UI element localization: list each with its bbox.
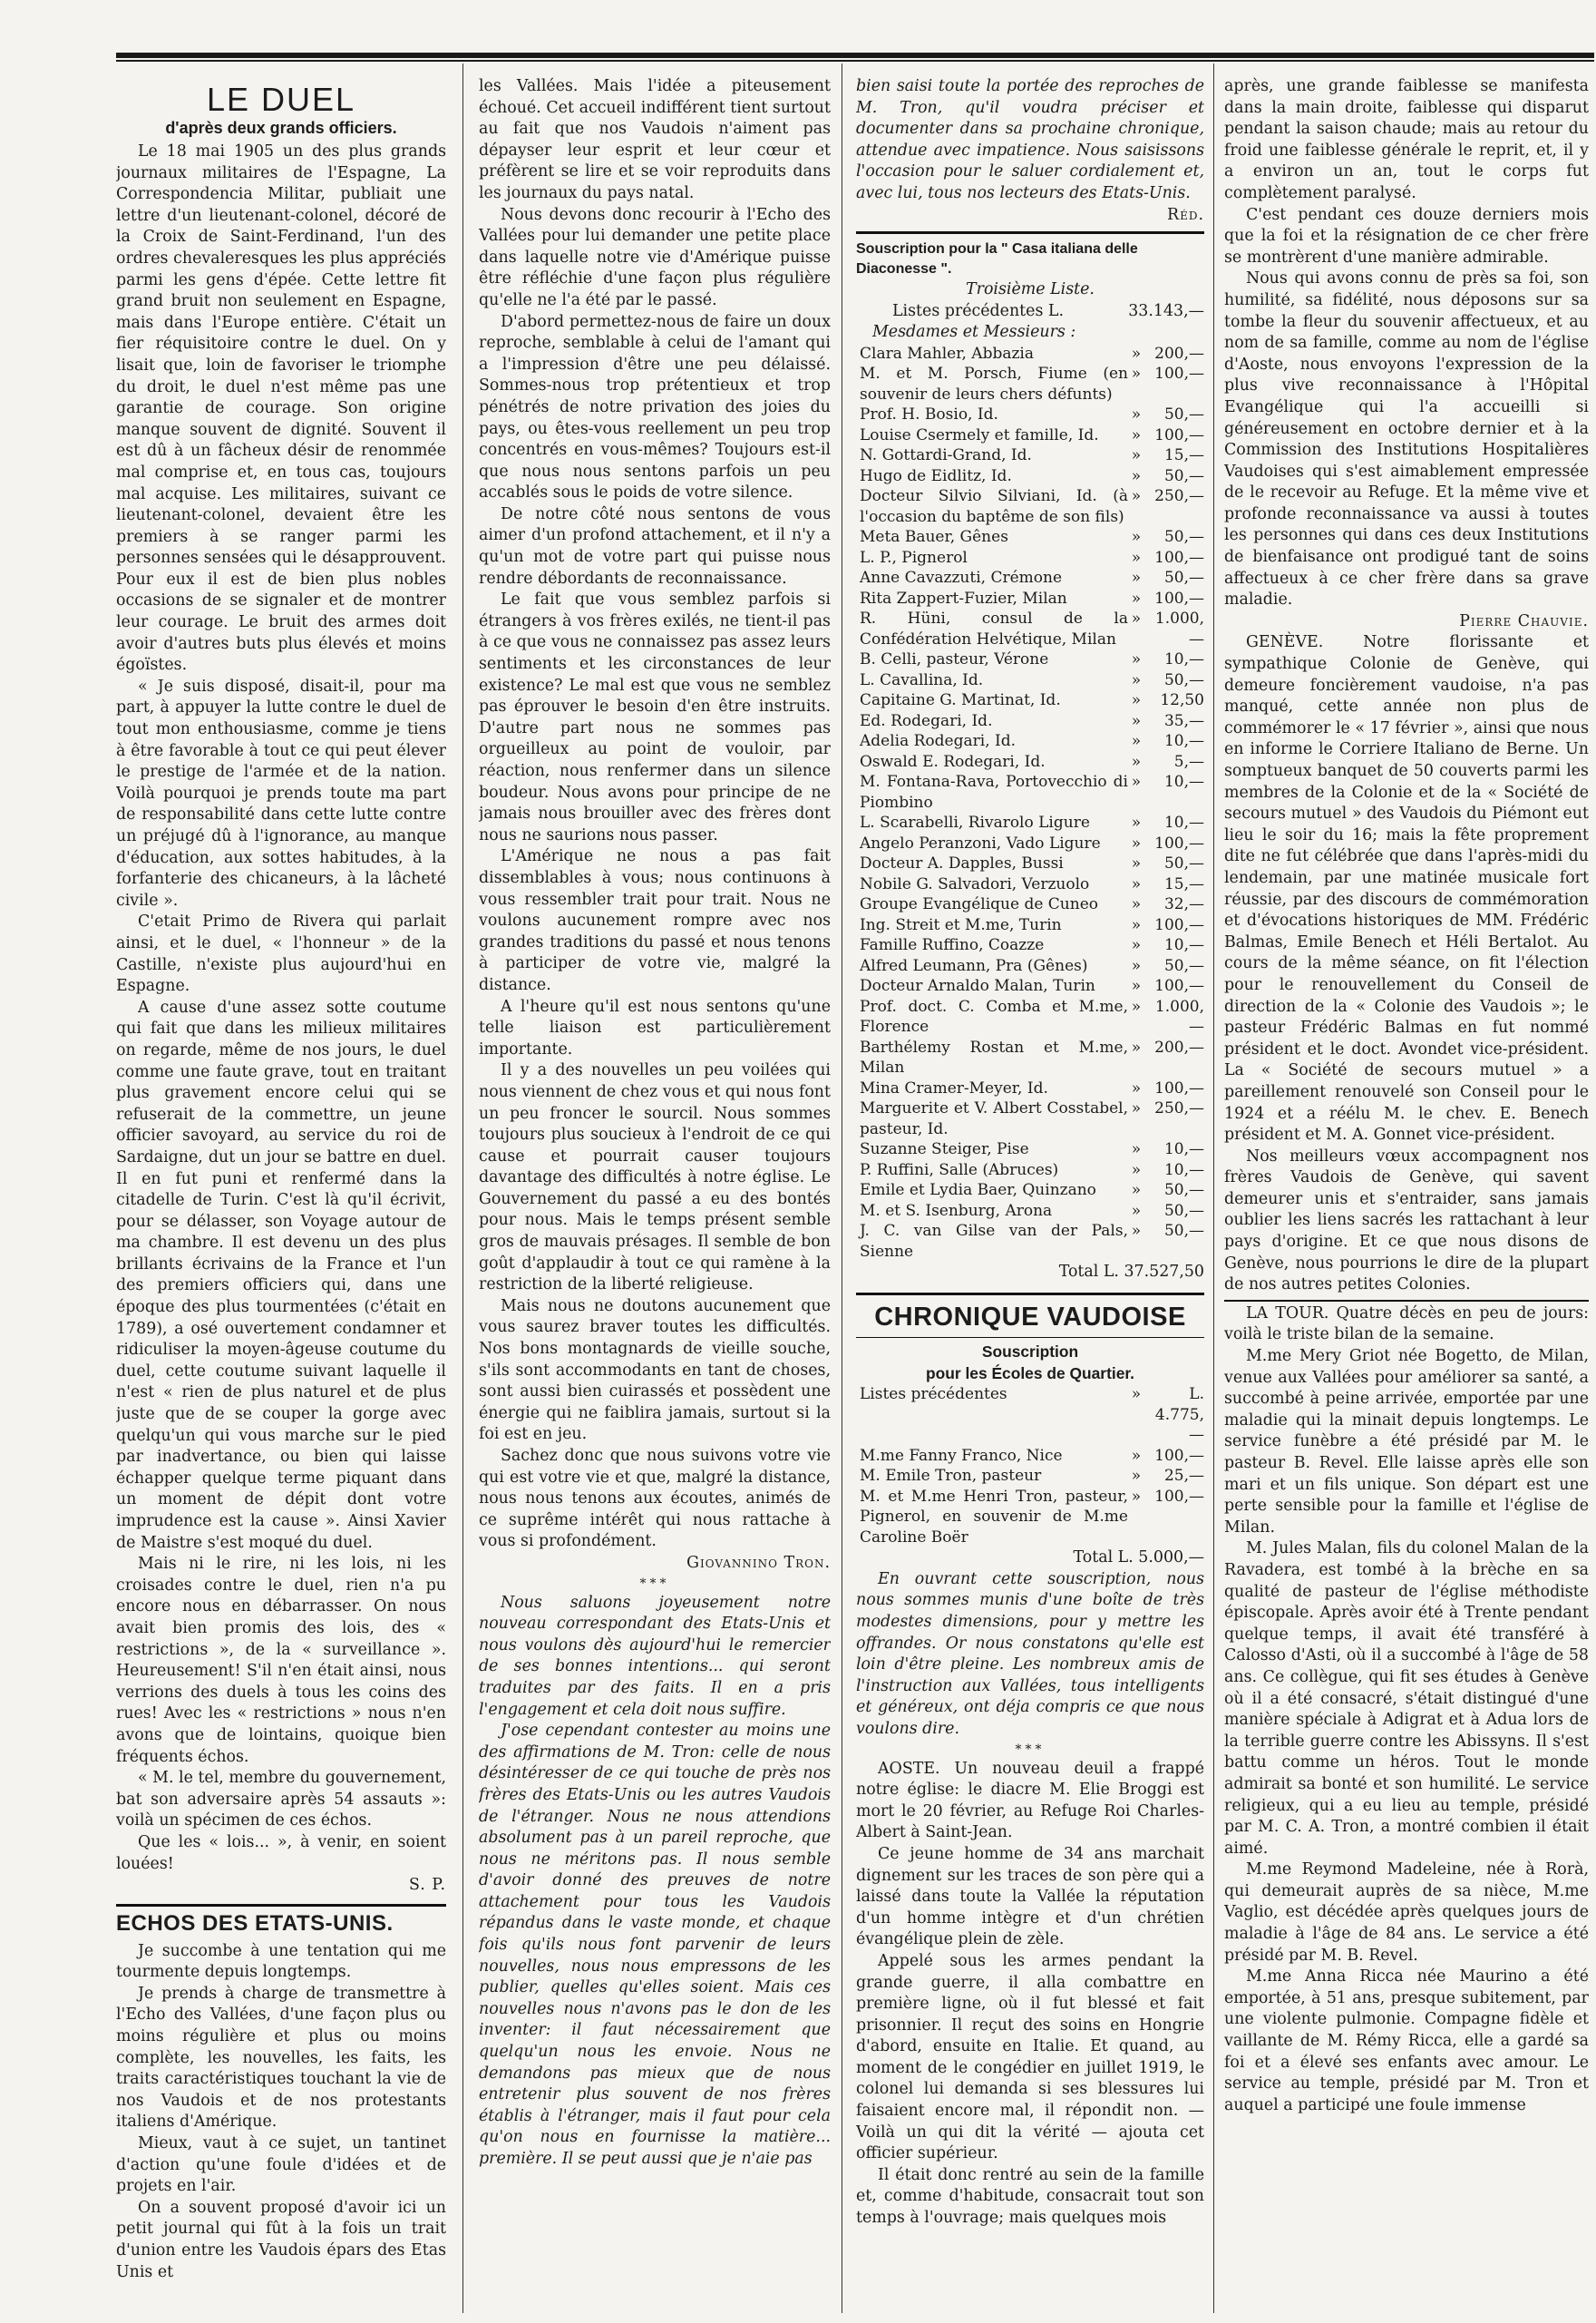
article-title-duel: LE DUEL [206,81,356,118]
donor-name: P. Ruffini, Salle (Abruces) [860,1160,1059,1179]
donor-name: Barthélemy Rostan et M.me, Milan [860,1038,1128,1078]
subscription-row [856,854,1204,874]
donation-amount: 10,— [1163,773,1204,792]
donor-name: B. Celli, pasteur, Vérone [860,650,1049,669]
paragraph: M.me Reymond Madeleine, née à Rorà, qui demeurait auprès de sa nièce, M.me Vaglio, est décédée après quelques jours de maladie à l'âge de 84 ans. Le service a été présidé par M. B. Revel. [1224,1860,1589,1965]
paragraph: Je prends à charge de transmettre à l'Echo des Vallées, d'une façon plus ou moins régulière et plus ou moins complète, les nouvelles, les faits, les traits caractéristiques touchant la vie de nos Vaudois et de nos protestants italiens d'Amérique. [116,1984,446,2132]
ditto-mark: » [1131,1079,1142,1098]
donor-name: Prof. H. Bosio, Id. [860,405,998,425]
top-rule-thin [116,60,1594,62]
donor-name: M. et M. Porsch, Fiume (en souvenir de leurs chers défunts) [860,365,1128,404]
subscription2-title: Souscription [981,1342,1079,1362]
ditto-mark: » [1131,854,1142,874]
donation-amount: 50,— [1163,1201,1204,1220]
donor-name: M. et M.me Henri Tron, pasteur, Pignerol, en souvenir de M.me Caroline Boër [860,1487,1128,1547]
paragraph: Il était donc rentré au sein de la famille et, comme d'habitude, consacrait tout son temps à l'ouvrage; mais quelques mois [856,2165,1204,2228]
subscription-title: Souscription pour la " Casa italiana delle Diaconesse ". [856,231,1204,279]
subscribers-heading: Mesdames et Messieurs : [872,323,1076,342]
section-title-chronique: CHRONIQUE VAUDOISE [856,1293,1204,1338]
subscription-row [856,1384,1204,1446]
subscription-row [856,772,1204,813]
paragraph: Mais ni le rire, ni les lois, ni les croisades contre le duel, rien n'a pu encore nous en débarrasser. On nous avait bien promis des lois, des « restrictions », de la « surveillance ». Heureusement! S'il n'en était ainsi, nous verrions des duels à tous les coins des rues! Avec les « restrictions » nous n'en avons que de lointains, quoique bien fréquents échos. [116,1555,446,1766]
donor-name: Prof. doct. C. Comba et M.me, Florence [860,997,1128,1037]
donation-amount: 15,— [1163,874,1204,893]
ditto-mark: » [1131,1038,1142,1057]
donation-amount: 200,— [1154,344,1204,363]
ditto-mark: » [1131,1140,1142,1159]
previous-lists-amount: 33.143,— [1128,301,1204,320]
donor-name: L. Cavallina, Id. [860,670,984,689]
donation-amount: 200,— [1154,1038,1204,1057]
paragraph: D'abord permettez-nous de faire un doux reproche, semblable à celui de l'amant qui a l'impression d'être une peu délaissé. Sommes-nous trop prétentieux et trop pénétrés de notre privation des joies du pays, ou êtes-vous reellement un peu trop concentrés en vous-mêmes? Toujours est-il que nous nous sentons parfois un peu accablés sous le poids de votre silence. [479,312,831,503]
ditto-mark: » [1131,344,1142,363]
donation-amount: 25,— [1163,1467,1204,1486]
donor-name: Suzanne Steiger, Pise [860,1140,1029,1159]
donor-name: Clara Mahler, Abbazia [860,344,1035,363]
donation-amount: 50,— [1163,466,1204,485]
paragraph: après, une grande faiblesse se manifesta dans la main droite, faiblesse qui disparut pendant la saison chaude; mais au retour du froid une faiblesse générale le reprit, et, il y a environ un an, tout le corps fut complètement paralysé. [1224,77,1589,202]
ditto-mark: » [1131,1446,1142,1465]
ditto-mark: » [1131,589,1142,608]
ditto-mark: » [1131,365,1142,384]
ditto-mark: » [1131,1385,1142,1404]
subscription-row [856,1446,1204,1467]
donation-amount: 100,— [1154,915,1204,934]
previous-lists-label: Listes précédentes L. [892,301,1064,320]
donor-name: M. Emile Tron, pasteur [860,1467,1042,1486]
donation-amount: 100,— [1154,1487,1204,1506]
donation-amount: 100,— [1154,1079,1204,1098]
donation-amount: 12,50 [1160,691,1204,710]
top-rule [116,53,1594,58]
subscription-row [856,405,1204,425]
donor-name: Ed. Rodegari, Id. [860,711,993,730]
subscription-row [856,486,1204,527]
subscription2-total: Total L. 5.000,— [1073,1548,1204,1567]
donor-name: M. Fontana-Rava, Portovecchio di Piombino [860,773,1128,812]
author-signature: Réd. [1166,205,1204,224]
ditto-mark: » [1131,915,1142,934]
donation-amount: 35,— [1163,711,1204,730]
subscription-row [856,1098,1204,1139]
subscription-row [856,1038,1204,1079]
ditto-mark: » [1131,1181,1142,1200]
donor-name: Docteur Arnaldo Malan, Turin [860,977,1095,996]
subscription-row [856,976,1204,997]
previous-lists-line [856,301,1204,323]
subscription-row [856,752,1204,773]
subscription-row [856,527,1204,548]
donation-amount: 10,— [1163,814,1204,833]
donor-name: Rita Zappert-Fuzier, Milan [860,589,1067,608]
donation-amount: 10,— [1163,1160,1204,1179]
donor-name: Oswald E. Rodegari, Id. [860,752,1046,771]
paragraph: J'ose cependant contester au moins une des affirmations de M. Tron: celle de nous désintéresser de ce qui touche de près nos frères des Etats-Unis ou les autres Vaudois de l'étranger. Nous ne nous attendions absolument pas à un pareil reproche, que nous ne méritons pas. Il nous semble d'avoir donné des preuves de notre attachement pour tous les Vaudois répandus dans le vaste monde, et chaque fois qu'ils nous font parvenir de leurs nouvelles, nous nous empressons de les publier, quelles qu'elles soient. Mais ces nouvelles nous n'avons pas le don de les inventer: il faut nécessairement que quelqu'un nous les envoie. Nous ne demandons pas mieux que de nous entretenir plus souvent de nos frères établis à l'étranger, mais il faut pour cela qu'on nous en fournisse la matière... première. Il se peut aussi que je n'aie pas [479,1722,831,2168]
paragraph: Mais nous ne doutons aucunement que vous saurez braver toutes les difficultés. Nos bons montagnards de vieille souche, s'ils sont accommodants en tant de choses, sont aussi bien cuirassés et possèdent une énergie qui ne faiblira jamais, surtout si la foi est en jeu. [479,1296,831,1444]
subscription-row [856,894,1204,915]
paragraph: Le 18 mai 1905 un des plus grands journaux militaires de l'Espagne, La Correspondencia Militar, publiait une lettre d'un lieutenant-colonel, décoré de la Croix de Saint-Ferdinand, l'un des ordres chevaleresques les plus appréciés parmi les gens d'épée. Cette lettre fit grand bruit non seulement en Espagne, mais dans l'Europe entière. C'était un fier réquisitoire contre le duel. On y lisait que, loin de favoriser le triomphe du droit, le duel n'est même pas une garantie de courage. Son origine manque souvent de dignité. Souvent il est dû à un fâcheux désir de renommée mal comprise et, en tous cas, toujours mal acquise. Les militaires, suivant ce lieutenant-colonel, devaient être les premiers à se ranger parmi les personnes sensées qui le désapprouvent. Pour eux il est de bien plus nobles occasions de se signaler et de montrer leur courage. Le bruit des armes doit avoir d'autres buts plus élevés et moins égoïstes. [116,142,446,675]
donation-amount: 100,— [1154,589,1204,608]
subscription-row [856,813,1204,834]
paragraph: M. Jules Malan, fils du colonel Malan de la Ravadera, est tombé à la brèche en sa qualité de pasteur de l'église méthodiste épiscopale. Après avoir été à Trente pendant quelque temps, il avait été transféré à Calosso d'Asti, où il a succombé à l'âge de 58 ans. Ce collègue, qui fit ses études à Genève où il a été consacré, s'était distingué d'une manière spéciale à Adigrat et à Adua lors de la terrible guerre contre les Abissyns. Il s'est battu comme un héros. Tout le monde admirait sa bonté et son humilité. Le service religieux, qui a eu lieu au temple, présidé par M. C. A. Tron, a montré combien il était aimé. [1224,1539,1589,1858]
subscription-row [856,711,1204,732]
donation-amount: L. 4.775,— [1154,1385,1204,1445]
ditto-mark: » [1131,834,1142,853]
subscription-row [856,548,1204,569]
ditto-mark: » [1131,814,1142,833]
donation-amount: 1.000,— [1154,610,1204,649]
subscription-table [856,344,1204,1263]
subscription-subtitle: Troisième Liste. [966,280,1095,299]
donation-amount: 250,— [1154,487,1204,506]
donation-amount: 50,— [1163,670,1204,689]
donation-amount: 10,— [1163,936,1204,955]
subscription-row [856,466,1204,487]
ditto-mark: » [1131,425,1142,444]
ditto-mark: » [1131,732,1142,751]
subscription-row [856,1487,1204,1548]
donation-amount: 50,— [1163,569,1204,588]
donation-amount: 100,— [1154,1446,1204,1465]
subscription-row [856,568,1204,589]
paragraph: L'Amérique ne nous a pas fait dissemblables à vous; nous continuons à vous ressembler trait pour trait. Nous ne voulons aucunement rompre avec nos grandes traditions du passé et nous tenons à participer de votre vie, malgré la distance. [479,847,831,994]
separator-stars: *** [1015,1742,1046,1757]
ditto-mark: » [1131,711,1142,730]
subscription-row [856,874,1204,895]
donor-name: M. et S. Isenburg, Arona [860,1201,1053,1220]
donation-amount: 100,— [1154,834,1204,853]
donation-amount: 10,— [1163,1140,1204,1159]
ditto-mark: » [1131,1487,1142,1506]
subscription-row [856,1221,1204,1262]
column-3 [856,76,1204,2308]
donation-amount: 50,— [1163,405,1204,425]
subscription-total: Total L. 37.527,50 [1058,1263,1204,1282]
donor-name: Docteur Silvio Silviani, Id. (à l'occasion du baptême de son fils) [860,487,1128,526]
ditto-mark: » [1131,997,1142,1016]
donation-amount: 100,— [1154,977,1204,996]
ditto-mark: » [1131,773,1142,792]
donor-name: Emile et Lydia Baer, Quinzano [860,1181,1096,1200]
ditto-mark: » [1131,956,1142,975]
paragraph: Nous qui avons connu de près sa foi, son humilité, sa fidélité, nous déposons sur sa tombe la fleur du souvenir affectueux, et au nom de sa famille, comme au nom de l'église d'Aoste, nous envoyons l'expression de la plus vive reconnaissance à l'Hôpital Evangélique qui l'a accueilli si généreusement en octobre dernier et à la Commission des Institutions Hospitalières Vaudoises qui s'est aimablement empressée de le recevoir au Refuge. Et la même vive et profonde reconnaissance va aussi à toutes les personnes qui dans ces deux Institutions de bienfaisance ont prodigué tant de soins affectueux à ce cher frère dans sa grave maladie. [1224,269,1589,610]
donor-name: Adelia Rodegari, Id. [860,732,1017,751]
paragraph: C'est pendant ces douze derniers mois que la foi et la résignation de ce cher frère se montrèrent d'une manière admirable. [1224,205,1589,267]
subscription-row [856,1079,1204,1099]
donation-amount: 32,— [1163,895,1204,914]
signature-line [116,1832,446,1875]
donor-name: Anne Cavazzuti, Crémone [860,569,1063,588]
donation-amount: 50,— [1163,1222,1204,1241]
article-title-echos: ECHOS DES ETATS-UNIS. [116,1904,446,1937]
subscription-row [856,1201,1204,1222]
author-signature: Pierre Chauvie. [1459,611,1589,630]
paragraph: On a souvent proposé d'avoir ici un petit journal qui fût à la fois un trait d'union entre les Vaudois épars des Etas Unis et [116,2198,446,2281]
donor-name: Capitaine G. Martinat, Id. [860,691,1061,710]
donor-name: Docteur A. Dapples, Bussi [860,854,1064,874]
subscription2-table [856,1384,1204,1547]
paragraph: Je succombe à une tentation qui me tourmente depuis longtemps. [116,1941,446,1982]
paragraph: Que les « lois... », à venir, en soient louées! [116,1832,446,1873]
subscription-row [856,834,1204,854]
donation-amount: 1.000,— [1154,997,1204,1037]
paragraph: les Vallées. Mais l'idée a piteusement échoué. Cet accueil indifférent tient surtout au fait que nos Vaudois n'aiment pas dépayser leur esprit et leur cœur et préfèrent se lire et se voir reproduits dans les journaux du pays natal. [479,77,831,202]
subscription-row [856,690,1204,711]
paragraph: « Je suis disposé, disait-il, pour ma part, à appuyer la lutte contre le duel de tout mon enthousiasme, comme je tiens à être favorable à tout ce qui peut élever le prestige de l'armée et de la nation. Voilà pourquoi je prends toute ma part de responsabilité dans cette lutte contre un préjugé dû à l'ignorance, au manque d'éducation, aux sottes habitudes, à la forfanterie des chicaneurs, à la lâcheté civile ». [116,677,446,910]
paragraph: En ouvrant cette souscription, nous nous sommes munis d'une boîte de très modestes dimensions, pour y mettre les offrandes. Or nous constatons qu'elle est loin d'être pleine. Les nombreux amis de l'instruction aux Vallées, tous intelligents et généreux, ont déja compris ce que nous voulons dire. [856,1569,1204,1738]
donor-name: Listes précédentes [860,1385,1007,1404]
paragraph: bien saisi toute la portée des reproches de M. Tron, qu'il voudra préciser et documenter dans sa prochaine chronique, attendue avec impatience. Nous saisissons l'occasion pour le saluer cordialement et, avec lui, tous nos lecteurs des Etats-Unis. [856,77,1204,202]
article-subtitle-duel: d'après deux grands officiers. [165,119,397,137]
subscription-row [856,649,1204,670]
subscription-row [856,589,1204,610]
ditto-mark: » [1131,895,1142,914]
donation-amount: 5,— [1173,752,1204,771]
donation-amount: 10,— [1163,732,1204,751]
ditto-mark: » [1131,548,1142,567]
subscription-row [856,1180,1204,1201]
paragraph: Sachez donc que nous suivons votre vie qui est votre vie et que, malgré la distance, nous nous tenons aux écoutes, animés de ce suprême intérêt qui nous rattache à vous si profondément. [479,1447,831,1551]
ditto-mark: » [1131,936,1142,955]
ditto-mark: » [1131,610,1142,629]
subscription-row [856,1160,1204,1181]
column-2 [479,76,831,2308]
ditto-mark: » [1131,752,1142,771]
ditto-mark: » [1131,405,1142,425]
ditto-mark: » [1131,446,1142,465]
ditto-mark: » [1131,1467,1142,1486]
subscription-row [856,956,1204,977]
paragraph: De notre côté nous sentons de vous aimer d'un profond attachement, et il n'y a qu'un mot de votre part qui puisse nous rendre débordants de reconnaissance. [479,504,831,588]
paragraph: Nos meilleurs vœux accompagnent nos frères Vaudois de Genève, qui savent demeurer unis et s'entraider, sans jamais oublier les liens sacrés les rattachant à leur pays d'origine. Et ce que nous disons de Genève, nous pourrions le dire de la plupart de nos autres petites Colonies. [1224,1147,1589,1294]
paragraph: « M. le tel, membre du gouvernement, bat son adversaire après 54 assauts »: voilà un spécimen de ces échos. [116,1769,446,1830]
donor-name: R. Hüni, consul de la Confédération Helvétique, Milan [860,610,1128,649]
donor-name: L. P., Pignerol [860,548,968,567]
paragraph: Nous saluons joyeusement notre nouveau correspondant des Etats-Unis et nous voulons dès aujourd'hui le remercier de ses bonnes intentions... qui seront traduites par des faits. Il en a pris l'engagement et cela doit nous suffire. [479,1593,831,1719]
paragraph: Mieux, vaut à ce sujet, un tantinet d'action qu'une foule d'idées et de projets en l'air. [116,2134,446,2196]
section-divider [1224,1300,1589,1302]
donor-name: Famille Ruffino, Coazze [860,936,1045,955]
subscription-row [856,364,1204,405]
ditto-mark: » [1131,487,1142,506]
donation-amount: 100,— [1154,365,1204,384]
subscription-row [856,1466,1204,1487]
paragraph: Appelé sous les armes pendant la grande guerre, il alla combattre en première ligne, où il fut blessé et fait prisonnier. Il reçut des soins en Hongrie d'abord, ensuite en Italie. Et quand, au moment de le congédier en juillet 1919, le colonel lui demanda si ses blessures lui faisaient encore mal, il répondit non. — Voilà un qui dit la vérité — ajouta cet officier supérieur. [856,1951,1204,2163]
donor-name: Louise Csermely et famille, Id. [860,425,1099,444]
paragraph: Il y a des nouvelles un peu voilées qui nous viennent de chez vous et qui nous font un peu froncer le sourcil. Nous sommes toujours plus soucieux à l'endroit de ce qui cause et pourrait causer toujours davantage des difficultés à notre église. Le Gouvernement du passé a eu des bontés pour nous. Mais le temps présent semble gros de mauvais présages. Il semble de bon goût d'applaudir à tout ce qui ramène à la restriction de la liberté religieuse. [479,1061,831,1294]
subscription-row [856,425,1204,446]
donor-name: Ing. Streit et M.me, Turin [860,915,1062,934]
subscription-row [856,344,1204,365]
paragraph: M.me Mery Griot née Bogetto, de Milan, venue aux Vallées pour améliorer sa santé, a succombé à peine arrivée, emportée par une maladie qui la minait depuis longtemps. Le service funèbre a été présidé par M. le pasteur B. Revel. Elle laisse après elle son mari et un fils unique. Son départ est une perte sensible pour la famille et l'église de Milan. [1224,1347,1589,1537]
subscription-row [856,731,1204,752]
paragraph: AOSTE. Un nouveau deuil a frappé notre église: le diacre M. Elie Broggi est mort le 20 février, au Refuge Roi Charles-Albert à Saint-Jean. [856,1759,1204,1842]
ditto-mark: » [1131,691,1142,710]
paragraph: Ce jeune homme de 34 ans marchait dignement sur les traces de son père qui a laissé dans toute la Vallée la réputation d'un homme intègre et d'un chrétien évangélique plein de zèle. [856,1844,1204,1949]
subscription-row [856,670,1204,691]
separator-stars: *** [639,1576,670,1591]
ditto-mark: » [1131,1201,1142,1220]
column-divider [1213,63,1214,2313]
donor-name: Meta Bauer, Gênes [860,528,1008,547]
donor-name: J. C. van Gilse van der Pals, Sienne [860,1222,1128,1261]
column-divider [462,63,463,2313]
ditto-mark: » [1131,528,1142,547]
donor-name: M.me Fanny Franco, Nice [860,1446,1063,1465]
donor-name: Marguerite et V. Albert Cosstabel, pasteur, Id. [860,1099,1128,1138]
subscription-row [856,609,1204,649]
donor-name: Mina Cramer-Meyer, Id. [860,1079,1048,1098]
paragraph: C'etait Primo de Rivera qui parlait ainsi, et le duel, « l'honneur » de la Castille, n'existe plus aujourd'hui en Espagne. [116,913,446,996]
ditto-mark: » [1131,1160,1142,1179]
donor-name: N. Gottardi-Grand, Id. [860,446,1032,465]
donor-name: Nobile G. Salvadori, Verzuolo [860,874,1090,893]
donation-amount: 250,— [1154,1099,1204,1118]
ditto-mark: » [1131,1222,1142,1241]
donor-name: L. Scarabelli, Rivarolo Ligure [860,814,1090,833]
donor-name: Hugo de Eidlitz, Id. [860,466,1012,485]
ditto-mark: » [1131,670,1142,689]
donation-amount: 15,— [1163,446,1204,465]
paragraph: Le fait que vous semblez parfois si étrangers à vos frères exilés, ne tient-il pas à ce que vous ne connaissez pas assez leurs sentiments et les circonstances de leur existence? Le mal est que vous ne semblez pas éprouver le besoin d'en être instruits. D'autre part nous ne sommes pas orgueilleux au point de vouloir, par réaction, nous renfermer dans un silence boudeur. Nous avons pour principe de ne jamais nous brouiller avec des frères dont nous ne saurions nous passer. [479,591,831,844]
subscription-row [856,1139,1204,1160]
author-signature: S. P. [408,1876,446,1895]
donation-amount: 50,— [1163,854,1204,874]
ditto-mark: » [1131,1099,1142,1118]
donor-name: Groupe Evangélique de Cuneo [860,895,1098,914]
paragraph: Nous devons donc recourir à l'Echo des Vallées pour lui demander une petite place dans laquelle notre vie d'Amérique puisse être réfléchie d'une façon plus régulière qu'elle ne l'a été par le passé. [479,205,831,309]
paragraph: A l'heure qu'il est nous sentons qu'une telle liaison est particulièrement importante. [479,997,831,1059]
ditto-mark: » [1131,650,1142,669]
subscription-row [856,935,1204,956]
subscription-row [856,997,1204,1038]
donation-amount: 50,— [1163,528,1204,547]
column-1 [116,76,446,2308]
subscription-row [856,915,1204,936]
ditto-mark: » [1131,466,1142,485]
donation-amount: 50,— [1163,1181,1204,1200]
column-4 [1224,76,1589,2308]
paragraph: LA TOUR. Quatre décès en peu de jours: voilà le triste bilan de la semaine. [1224,1303,1589,1344]
subscription2-subtitle: pour les Écoles de Quartier. [925,1363,1135,1382]
donor-name: Alfred Leumann, Pra (Gênes) [860,956,1088,975]
paragraph: A cause d'une assez sotte coutume qui fait que dans les milieux militaires on regarde, même de nos jours, le duel comme une faute grave, tout en traitant plus gravement encore celui qui se refuserait de la commettre, un jeune officier savoyard, au service du roi de Sardaigne, dut un jour se battre en duel. Il en fut puni et renfermé dans la citadelle de Turin. C'est là qu'il écrivit, pour se délasser, son Voyage autour de ma chambre. Il est devenu un des plus brillants écrivains de la France et l'un des premiers officiers qui, dans une époque des plus tourmentées (c'était en 1789), a osé ouvertement condamner et ridiculiser la moyen-âgeuse coutume du duel, cette coutume suivant laquelle il n'est « rien de plus naturel et de plus juste que de se couper la gorge avec quelqu'un qui vous marche sur le pied par inadvertance, ou bien qui laisse échapper quelque terme piquant dans un moment de dépit dont votre imprudence est la cause ». Ainsi Xavier de Maistre s'est moqué du duel. [116,998,446,1552]
ditto-mark: » [1131,874,1142,893]
ditto-mark: » [1131,569,1142,588]
donor-name: Angelo Peranzoni, Vado Ligure [860,834,1101,853]
donation-amount: 50,— [1163,956,1204,975]
paragraph: GENÈVE. Notre florissante et sympathique Colonie de Genève, qui demeure foncièrement vaudoise, n'a pas manqué, cette année non plus de commémorer le « 17 février », ainsi que nous en informe le Corriere Italiano de Berne. Un somptueux banquet de 50 couverts parmi les membres de la Colonie et de la « Société de secours mutuel » des Vaudois du Piémont eut lieu le soir du 16; mais la fête proprement dite ne fut célébrée que dans l'après-midi du lendemain, par une matinée musicale fort réussie, par des discours de commémoration et d'évocations historiques de MM. Frédéric Balmas, Emile Benech et Héli Bertalot. Au cours de la même séance, on fit l'élection pour le renouvellement du Conseil de direction de la « Colonie des Vaudois »; le pasteur Frédéric Balmas en fut nommé président et le doct. Avondet vice-président. La « Société de secours mutuel » a pareillement renouvelé son Conseil pour le 1924 et a réélu M. le chev. E. Benech président et M. A. Gonnet vice-président. [1224,633,1589,1145]
donation-amount: 100,— [1154,548,1204,567]
author-signature: Giovannino Tron. [686,1553,831,1572]
paragraph: M.me Anna Ricca née Maurino a été emportée, à 51 ans, presque subitement, par une violente pulmonie. Compagne fidèle et vaillante de M. Rémy Ricca, elle a gardé sa foi et a élevé ses enfants avec amour. Le service au temple, présidé par M. Tron et auquel a participé une foule immense [1224,1967,1589,2114]
ditto-mark: » [1131,977,1142,996]
donation-amount: 100,— [1154,425,1204,444]
subscription-row [856,445,1204,466]
donation-amount: 10,— [1163,650,1204,669]
